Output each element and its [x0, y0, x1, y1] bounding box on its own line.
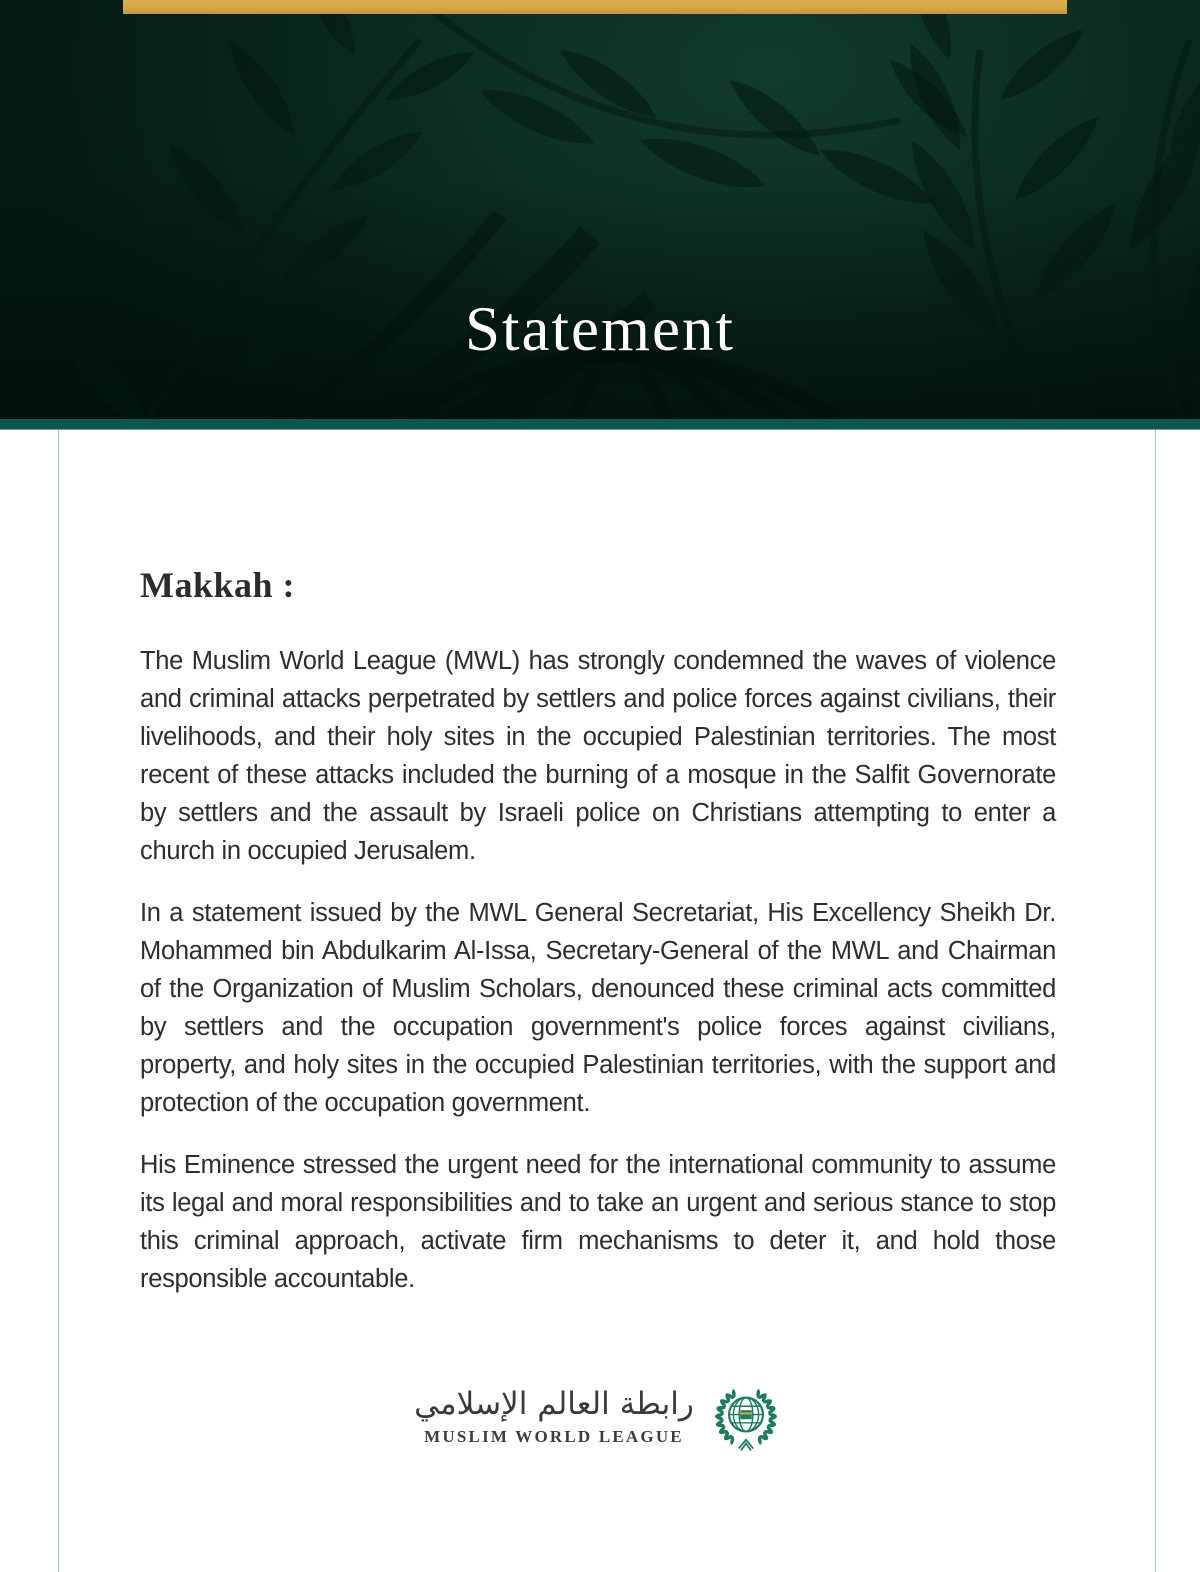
kaaba-icon [740, 1410, 752, 1419]
mwl-latin-name: MUSLIM WORLD LEAGUE [424, 1426, 684, 1446]
content-right-rule [1155, 430, 1156, 1572]
statement-paragraph: In a statement issued by the MWL General Secretariat, His Excellency Sheikh Dr. Mohammed bin Abdulkarim Al-Issa, Secretary-General of the MWL and Chairman of the Organization of Muslim Scholars, denounced these criminal acts committed by settlers and the occupation government's police forces against civilians, property, and holy sites in the occupied Palestinian territories, with the support and protection of the occupation government. [140, 899, 1056, 1117]
header-banner [0, 0, 1200, 419]
page-title: Statement [465, 294, 735, 364]
statement-body [0, 430, 1056, 1456]
statement-paragraph: His Eminence stressed the urgent need for the international community to assume its legal and moral responsibilities and to take an urgent and serious stance to stop this criminal approach, activate firm mechanisms to deter it, and hold those responsible accountable. [140, 1151, 1056, 1293]
mwl-arabic-name: رابطة العالم الإسلامي [414, 1386, 694, 1423]
dateline-heading: Makkah : [140, 565, 296, 605]
gold-accent-bar [123, 0, 1067, 14]
mwl-logo-text [414, 1385, 694, 1447]
mwl-emblem-globe-wreath-icon [710, 1376, 782, 1456]
mwl-logo [140, 1376, 1056, 1456]
statement-paragraph: The Muslim World League (MWL) has strongly condemned the waves of violence and criminal attacks perpetrated by settlers and police forces against civilians, their livelihoods, and their holy sites in the occupied Palestinian territories. The most recent of these attacks included the burning of a mosque in the Salfit Governorate by settlers and the assault by Israeli police on Christians attempting to enter a church in occupied Jerusalem. [140, 647, 1056, 865]
header-divider [0, 419, 1200, 430]
